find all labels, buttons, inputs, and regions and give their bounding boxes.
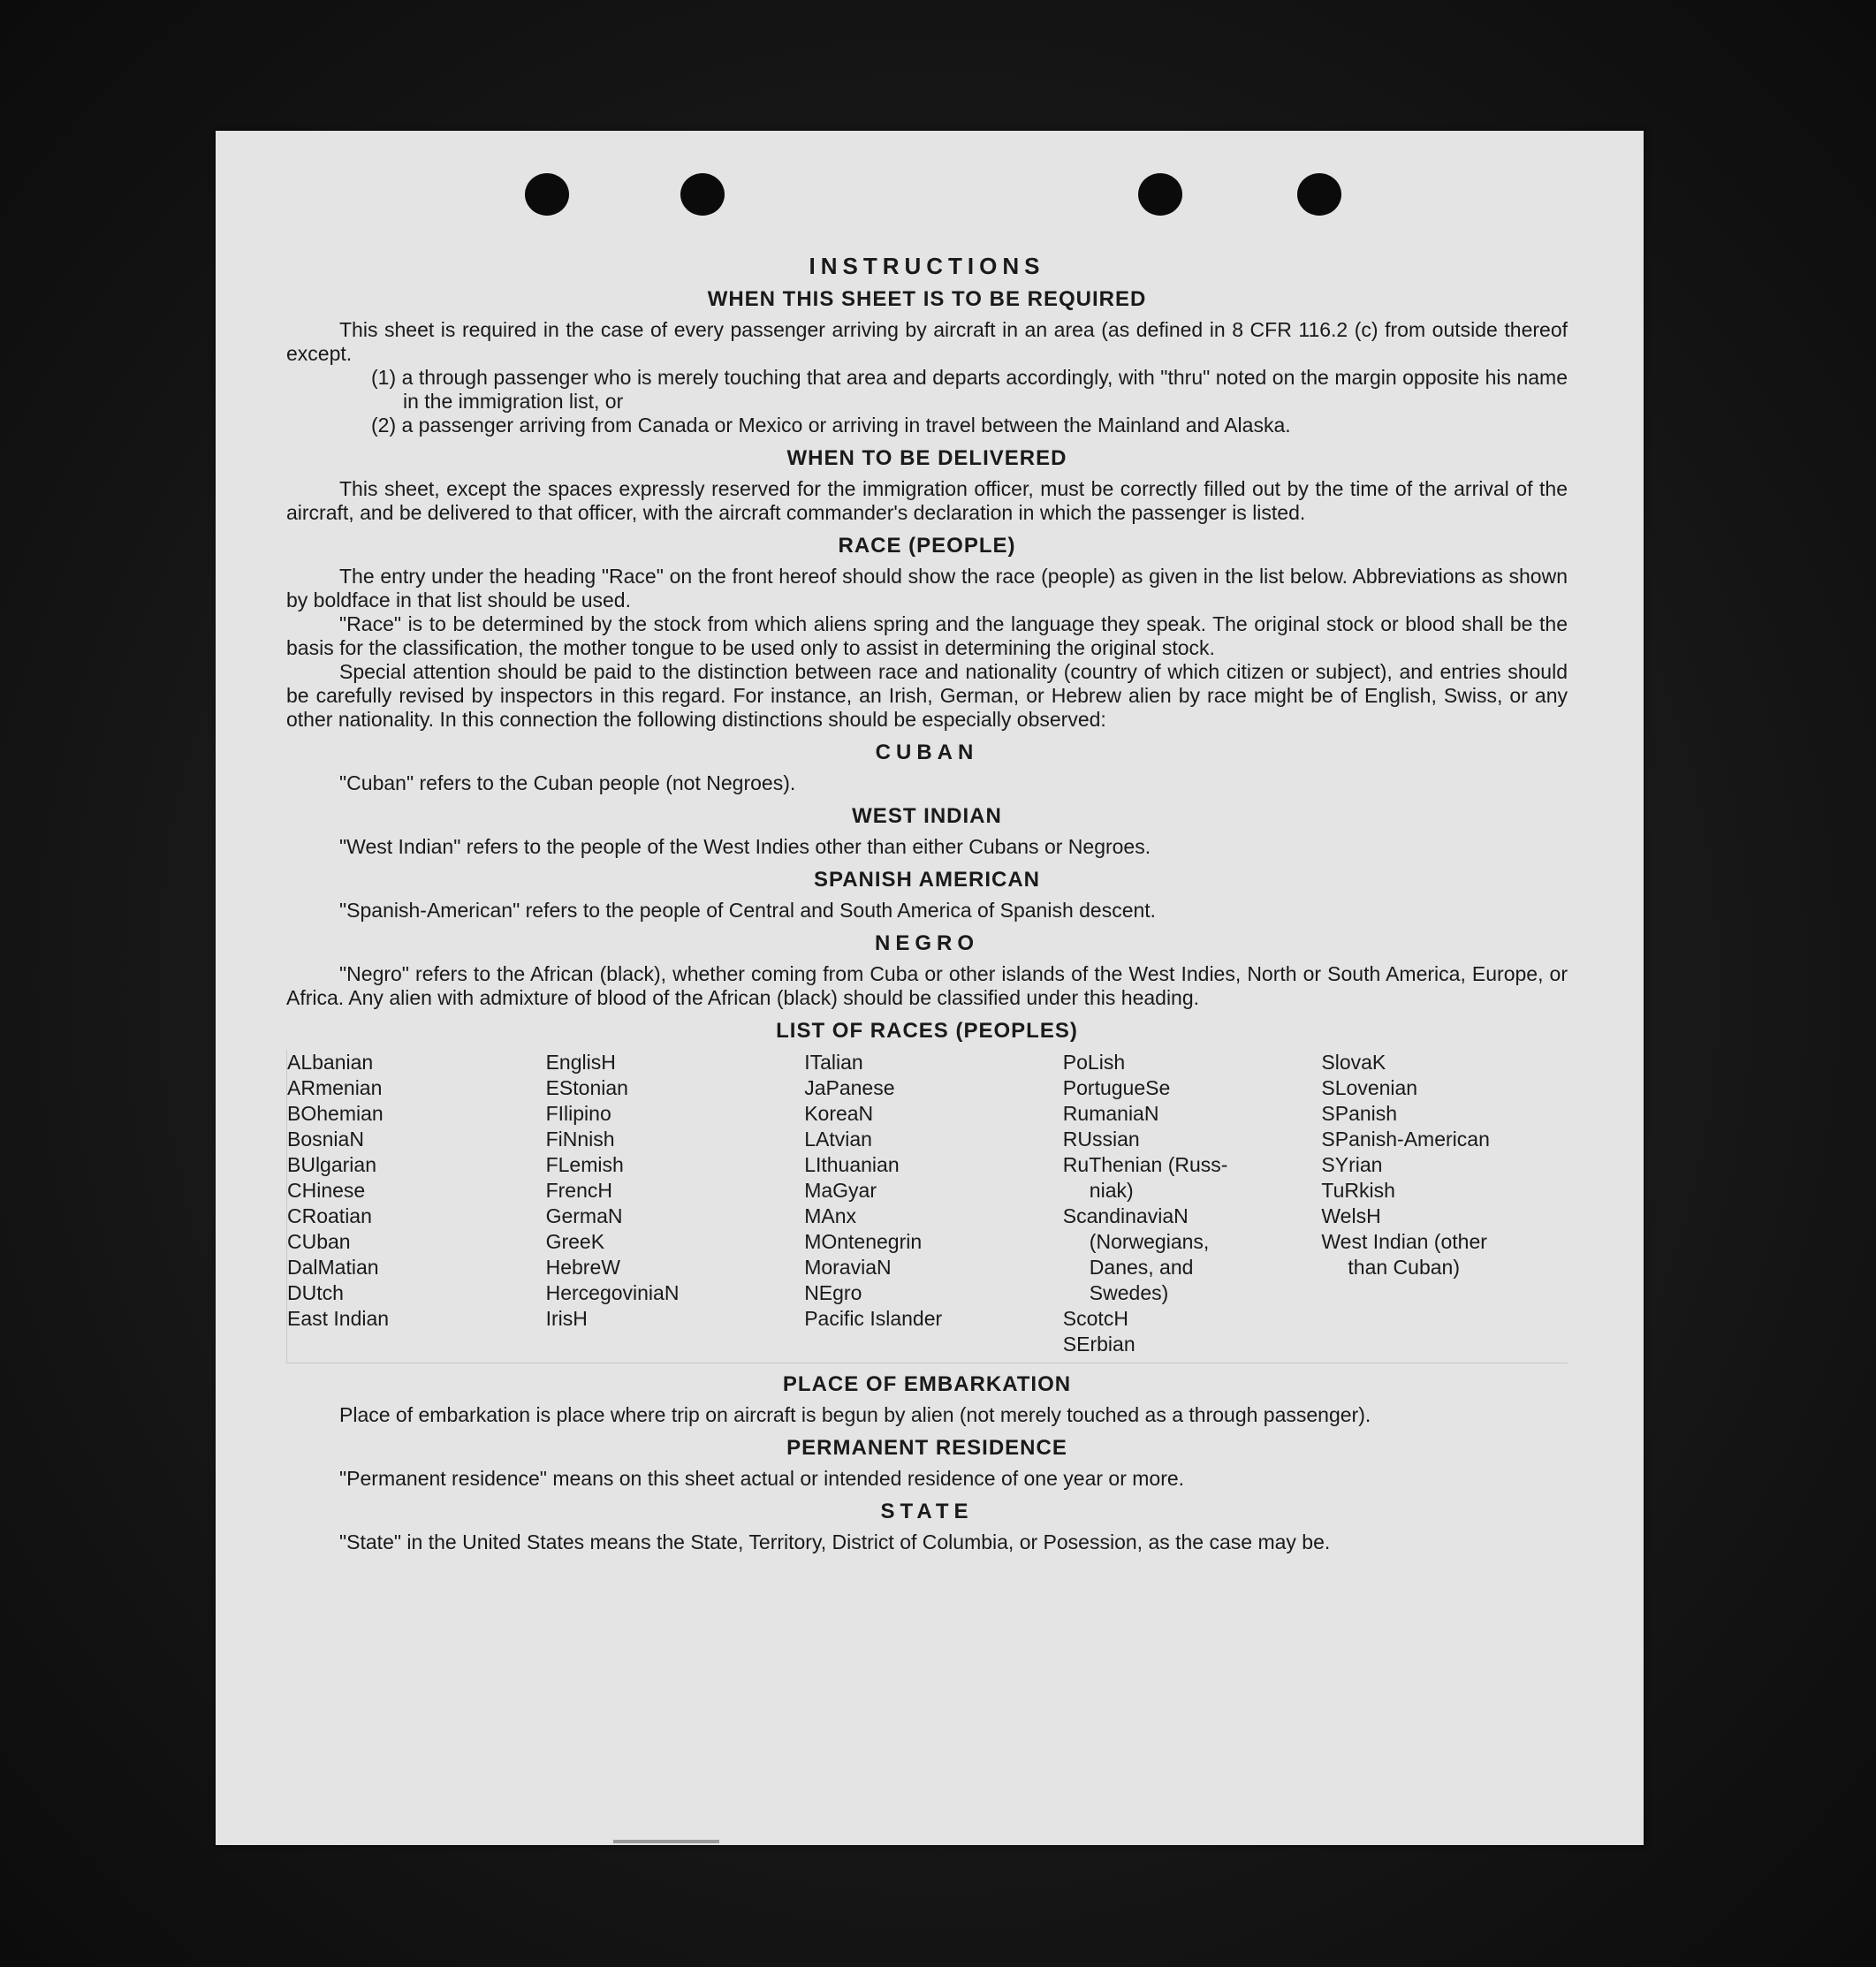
- race-item: SPanish: [1321, 1102, 1398, 1125]
- heading-when-required: WHEN THIS SHEET IS TO BE REQUIRED: [707, 287, 1147, 311]
- race-item: MoraviaN: [804, 1256, 892, 1279]
- race-item: MAnx: [804, 1204, 856, 1227]
- punch-hole: [1138, 173, 1182, 216]
- race-item: BosniaN: [287, 1128, 364, 1151]
- race-item: FLemish: [545, 1153, 624, 1176]
- race-item: HercegoviniaN: [545, 1281, 680, 1304]
- heading-cuban: CUBAN: [875, 740, 979, 764]
- spanish-american-text: "Spanish-American" refers to the people of Central and South America of Spanish descent.: [339, 899, 1157, 922]
- race-column-4: [1063, 1050, 1310, 1357]
- heading-spanish-american: SPANISH AMERICAN: [813, 868, 1040, 892]
- page-title: INSTRUCTIONS: [809, 253, 1045, 279]
- punch-hole: [680, 173, 725, 216]
- race-item: BUlgarian: [287, 1153, 376, 1176]
- race-item: NEgro: [804, 1281, 862, 1304]
- race-item: GreeK: [545, 1230, 605, 1253]
- race-item: PortugueSe: [1062, 1076, 1171, 1099]
- race-item: CHinese: [287, 1179, 366, 1202]
- west-indian-text: "West Indian" refers to the people of the West Indies other than either Cubans or Negroes.: [339, 835, 1151, 858]
- race-list: [286, 1050, 1568, 1363]
- race-item: CUban: [287, 1230, 351, 1253]
- race-item: GermaN: [545, 1204, 623, 1227]
- race-item: JaPanese: [804, 1076, 895, 1099]
- race-item: MOntenegrin: [804, 1230, 923, 1253]
- race-column-1: [287, 1050, 534, 1357]
- race-item: RumaniaN: [1062, 1102, 1159, 1125]
- race-item: SLovenian: [1321, 1076, 1418, 1099]
- race-item: RuThenian (Russ-: [1062, 1153, 1228, 1176]
- race-item: niak): [1089, 1179, 1134, 1202]
- instructions-content: [286, 254, 1568, 1554]
- required-item-1: (1) a through passenger who is merely touching that area and departs accordingly, with "thru" noted on the margin opposite his name in the immigration list, or: [371, 366, 1568, 413]
- race-item: LAtvian: [804, 1128, 872, 1151]
- race-item: EStonian: [545, 1076, 628, 1099]
- race-item: DalMatian: [287, 1256, 379, 1279]
- race-item: ALbanian: [287, 1051, 374, 1074]
- race-item: DUtch: [287, 1281, 344, 1304]
- race-item: PoLish: [1062, 1051, 1126, 1074]
- heading-west-indian: WEST INDIAN: [852, 804, 1002, 828]
- embarkation-text: Place of embarkation is place where trip on aircraft is begun by alien (not merely touched as a through passenger).: [339, 1403, 1371, 1426]
- race-item: RUssian: [1062, 1128, 1140, 1151]
- race-item: FrencH: [545, 1179, 612, 1202]
- residence-text: "Permanent residence" means on this sheet actual or intended residence of one year or more.: [339, 1467, 1185, 1490]
- race-item: KoreaN: [804, 1102, 874, 1125]
- race-item: FIlipino: [545, 1102, 611, 1125]
- race-item: than Cuban): [1348, 1256, 1460, 1279]
- cuban-text: "Cuban" refers to the Cuban people (not Negroes).: [339, 771, 796, 794]
- race-item: SPanish-American: [1321, 1128, 1490, 1151]
- race-item: ScandinaviaN: [1062, 1204, 1189, 1227]
- bottom-mark: [613, 1840, 719, 1843]
- delivered-text: This sheet, except the spaces expressly reserved for the immigration officer, must be correctly filled out by the time of the arrival of the aircraft, and be delivered to that officer, with the aircraft commander's declaration in which the passenger is listed.: [286, 477, 1568, 524]
- race-item: West Indian (other: [1321, 1230, 1487, 1253]
- required-item-2: (2) a passenger arriving from Canada or Mexico or arriving in travel between the Mainland and Alaska.: [371, 414, 1291, 437]
- race-column-3: [804, 1050, 1051, 1357]
- document-sheet: [216, 131, 1644, 1845]
- race-item: CRoatian: [287, 1204, 372, 1227]
- heading-negro: NEGRO: [874, 931, 979, 955]
- race-item: HebreW: [545, 1256, 620, 1279]
- heading-place-of-embarkation: PLACE OF EMBARKATION: [782, 1372, 1072, 1396]
- race-paragraph-2: "Race" is to be determined by the stock from which aliens spring and the language they speak. The original stock or blood shall be the basis for the classification, the mother tongue to be used only to assist in determining the original stock.: [286, 612, 1568, 659]
- race-item: (Norwegians,: [1089, 1230, 1210, 1253]
- race-item: FiNnish: [545, 1128, 615, 1151]
- race-item: East Indian: [287, 1307, 390, 1330]
- race-item: SlovaK: [1321, 1051, 1386, 1074]
- race-item: TuRkish: [1321, 1179, 1395, 1202]
- race-item: SErbian: [1062, 1333, 1135, 1356]
- heading-race: RACE (PEOPLE): [838, 534, 1016, 558]
- race-paragraph-3: Special attention should be paid to the distinction between race and nationality (country of which citizen or subject), and entries should be carefully revised by inspectors in this regard. For instance, an Irish, German, or Hebrew alien by race might be of English, Swiss, or any other nationality. In this connection the following distinctions should be especially observed:: [286, 660, 1568, 731]
- race-item: ScotcH: [1062, 1307, 1128, 1330]
- race-item: LIthuanian: [804, 1153, 900, 1176]
- state-text: "State" in the United States means the State, Territory, District of Columbia, or Posession, as the case may be.: [339, 1530, 1331, 1553]
- race-item: MaGyar: [804, 1179, 877, 1202]
- race-paragraph-1: The entry under the heading "Race" on the front hereof should show the race (people) as given in the list below. Abbreviations as shown by boldface in that list should be used.: [286, 565, 1568, 611]
- negro-text: "Negro" refers to the African (black), whether coming from Cuba or other islands of the West Indies, North or South America, Europe, or Africa. Any alien with admixture of blood of the African (black) should be classified under this heading.: [286, 962, 1568, 1009]
- race-column-2: [546, 1050, 793, 1357]
- punch-hole: [525, 173, 569, 216]
- race-item: Pacific Islander: [804, 1307, 943, 1330]
- heading-permanent-residence: PERMANENT RESIDENCE: [786, 1436, 1067, 1460]
- race-item: SYrian: [1321, 1153, 1383, 1176]
- heading-list-of-races: LIST OF RACES (PEOPLES): [776, 1019, 1078, 1043]
- race-item: IrisH: [545, 1307, 588, 1330]
- heading-when-delivered: WHEN TO BE DELIVERED: [786, 446, 1067, 470]
- heading-state: STATE: [880, 1500, 974, 1523]
- punch-hole: [1297, 173, 1341, 216]
- race-item: Swedes): [1089, 1281, 1169, 1304]
- race-item: Danes, and: [1089, 1256, 1194, 1279]
- race-item: BOhemian: [287, 1102, 384, 1125]
- race-item: ARmenian: [287, 1076, 383, 1099]
- race-item: WelsH: [1321, 1204, 1381, 1227]
- required-intro: This sheet is required in the case of every passenger arriving by aircraft in an area (as defined in 8 CFR 116.2 (c) from outside thereof except.: [286, 318, 1568, 365]
- race-item: ITalian: [804, 1051, 863, 1074]
- race-column-5: [1321, 1050, 1568, 1357]
- race-item: EnglisH: [545, 1051, 616, 1074]
